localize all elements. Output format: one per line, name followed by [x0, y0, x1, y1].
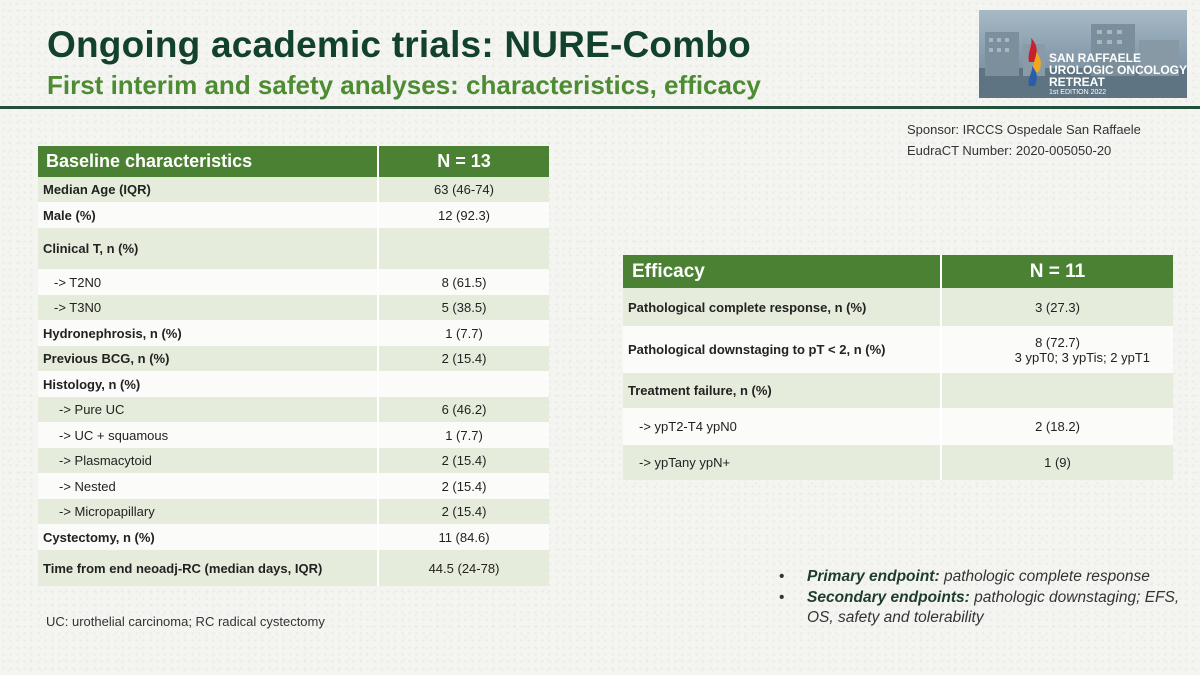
row-label: -> ypTany ypN+ — [623, 445, 941, 480]
row-label: -> ypT2-T4 ypN0 — [623, 408, 941, 445]
table-row — [38, 448, 549, 473]
row-value: 8 (61.5) — [378, 269, 549, 295]
row-value: 2 (15.4) — [378, 448, 549, 473]
table-header-row — [38, 146, 549, 177]
row-value: 5 (38.5) — [378, 295, 549, 320]
list-item — [779, 588, 1189, 628]
row-label: -> UC + squamous — [38, 422, 378, 448]
baseline-characteristics-table — [38, 146, 549, 586]
table-row — [38, 371, 549, 397]
row-value: 11 (84.6) — [378, 524, 549, 550]
row-value — [378, 371, 549, 397]
endpoints-list — [779, 567, 1189, 629]
column-header: Baseline characteristics — [38, 146, 378, 177]
row-value: 2 (15.4) — [378, 499, 549, 524]
row-value — [941, 326, 1173, 373]
row-label: Pathological downstaging to pT < 2, n (%) — [623, 326, 941, 373]
table-row — [38, 177, 549, 202]
row-value: 1 (7.7) — [378, 422, 549, 448]
row-value: 1 (7.7) — [378, 320, 549, 346]
table-header-row — [623, 255, 1173, 288]
row-label: Male (%) — [38, 202, 378, 228]
sponsor-info — [907, 119, 1141, 161]
row-label: -> Nested — [38, 473, 378, 499]
row-label: Previous BCG, n (%) — [38, 346, 378, 371]
row-label: -> Plasmacytoid — [38, 448, 378, 473]
row-value: 63 (46-74) — [378, 177, 549, 202]
value-detail: 3 ypT0; 3 ypTis; 2 ypT1 — [1014, 349, 1150, 365]
table-row — [38, 397, 549, 422]
row-value: 3 (27.3) — [941, 288, 1173, 326]
value-primary: 8 (72.7) — [1035, 334, 1080, 350]
table-row — [38, 202, 549, 228]
table-row — [623, 373, 1173, 408]
table-row — [38, 473, 549, 499]
row-value — [941, 373, 1173, 408]
eudract-line: EudraCT Number: 2020-005050-20 — [907, 143, 1112, 158]
table-row — [38, 346, 549, 371]
table-row — [38, 320, 549, 346]
row-value: 44.5 (24-78) — [378, 550, 549, 586]
row-value — [378, 228, 549, 269]
row-label: Histology, n (%) — [38, 371, 378, 397]
endpoint-text: pathologic downstaging; EFS, OS, safety and tolerability — [807, 589, 1180, 626]
event-logo — [979, 10, 1187, 98]
row-label: -> T2N0 — [38, 269, 378, 295]
row-label: Pathological complete response, n (%) — [623, 288, 941, 326]
row-value: 12 (92.3) — [378, 202, 549, 228]
row-label: Time from end neoadj-RC (median days, IQR) — [38, 550, 378, 586]
table-row — [38, 524, 549, 550]
row-label: Treatment failure, n (%) — [623, 373, 941, 408]
table-row — [623, 408, 1173, 445]
slide-title: Ongoing academic trials: NURE-Combo — [47, 24, 751, 65]
row-label: -> Pure UC — [38, 397, 378, 422]
row-value: 6 (46.2) — [378, 397, 549, 422]
row-label: -> Micropapillary — [38, 499, 378, 524]
row-value: 1 (9) — [941, 445, 1173, 480]
row-value: 2 (18.2) — [941, 408, 1173, 445]
efficacy-table — [623, 255, 1173, 480]
table-row — [623, 288, 1173, 326]
column-header: N = 13 — [378, 146, 549, 177]
table-row — [623, 445, 1173, 480]
table-row — [38, 422, 549, 448]
row-value: 2 (15.4) — [378, 346, 549, 371]
table-row — [38, 228, 549, 269]
row-label: Hydronephrosis, n (%) — [38, 320, 378, 346]
endpoint-label: Primary endpoint: — [807, 568, 940, 585]
row-value: 2 (15.4) — [378, 473, 549, 499]
table-row — [38, 295, 549, 320]
row-label: Cystectomy, n (%) — [38, 524, 378, 550]
table-row — [38, 550, 549, 586]
table-row — [38, 499, 549, 524]
sponsor-line: Sponsor: IRCCS Ospedale San Raffaele — [907, 122, 1141, 137]
row-label: Median Age (IQR) — [38, 177, 378, 202]
row-label: Clinical T, n (%) — [38, 228, 378, 269]
endpoint-label: Secondary endpoints: — [807, 589, 970, 606]
header-divider — [0, 106, 1200, 109]
column-header: Efficacy — [623, 255, 941, 288]
table-row — [38, 269, 549, 295]
endpoint-text: pathologic complete response — [939, 568, 1150, 585]
list-item — [779, 567, 1189, 587]
footnote: UC: urothelial carcinoma; RC radical cystectomy — [46, 614, 325, 629]
logo-text: SAN RAFFAELE UROLOGIC ONCOLOGY RETREAT 1st EDITION 2022 — [1049, 51, 1187, 96]
slide-subtitle: First interim and safety analyses: characteristics, efficacy — [47, 70, 761, 100]
column-header: N = 11 — [941, 255, 1173, 288]
row-label: -> T3N0 — [38, 295, 378, 320]
table-row — [623, 326, 1173, 373]
